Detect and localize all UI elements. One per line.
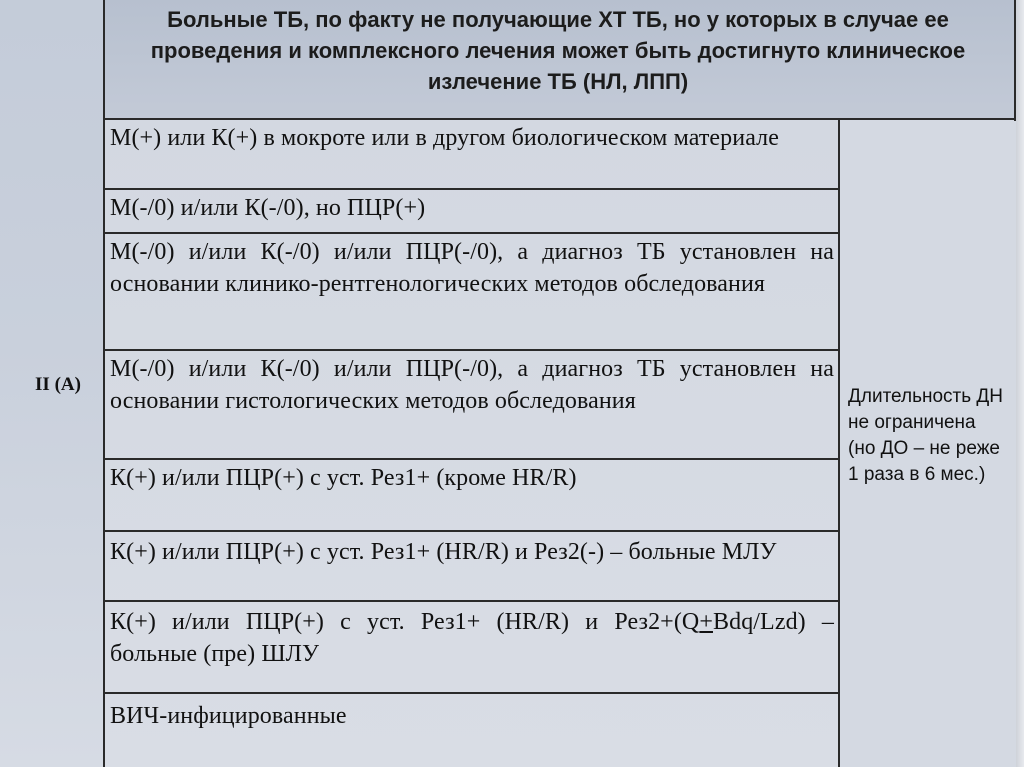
row-divider (103, 600, 839, 602)
criteria-row: М(-/0) и/или К(-/0) и/или ПЦР(-/0), а диагноз ТБ установлен на основании гистологических методов обследования (110, 356, 834, 414)
criteria-row: М(-/0) и/или К(-/0), но ПЦР(+) (110, 195, 426, 221)
criteria-row-underlined-plus: + (699, 609, 713, 635)
group-label: II (А) (35, 374, 81, 395)
criteria-row (110, 606, 834, 670)
criteria-row-part: К(+) и/или ПЦР(+) с уст. Рез1+ (HR/R) и Рез2+(Q (110, 609, 700, 635)
criteria-row: М(+) или К(+) в мокроте или в другом биологическом материале (110, 125, 779, 151)
row-divider (103, 232, 839, 234)
row-divider (103, 530, 839, 532)
note-column-divider (838, 119, 840, 767)
row-divider (103, 349, 839, 351)
left-column-divider (103, 0, 105, 767)
criteria-row: ВИЧ-инфицированные (110, 703, 347, 729)
observation-duration-note: Длительность ДН не ограничена (но ДО – не реже 1 раза в 6 мес.) (848, 386, 1004, 485)
table-header-title: Больные ТБ, по факту не получающие ХТ ТБ, но у которых в случае ее проведения и комплексного лечения может быть достигнуто клиническое излечение ТБ (НЛ, ЛПП) (150, 7, 966, 94)
header-bottom-border (103, 118, 1016, 120)
criteria-row: К(+) и/или ПЦР(+) с уст. Рез1+ (кроме HR/R) (110, 465, 577, 491)
table-right-border (1014, 0, 1016, 121)
row-divider (103, 458, 839, 460)
criteria-row: К(+) и/или ПЦР(+) с уст. Рез1+ (HR/R) и Рез2(-) – больные МЛУ (110, 539, 777, 565)
criteria-row: М(-/0) и/или К(-/0) и/или ПЦР(-/0), а диагноз ТБ установлен на основании клинико-рентгенологических методов обследования (110, 239, 834, 297)
row-divider (103, 188, 839, 190)
criteria-row-part: Bdq/Lzd) – больные (пре) ШЛУ (110, 609, 834, 667)
row-divider (103, 692, 839, 694)
